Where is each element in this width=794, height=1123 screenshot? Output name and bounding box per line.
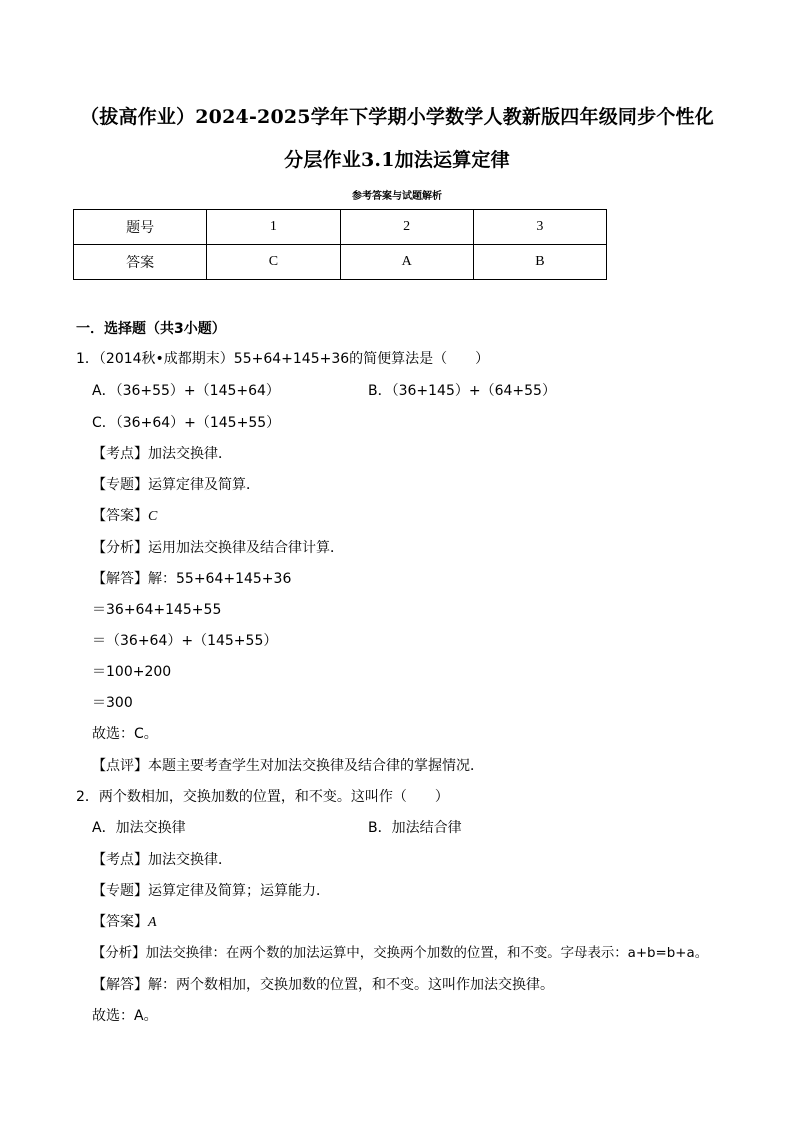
table-cell-answer: C — [207, 245, 340, 280]
q1-option-c: C．（36+64）+（145+55） — [92, 415, 281, 431]
q2-option-a: A．加法交换律 — [92, 820, 186, 836]
q2-fenxi-text: 加法交换律：在两个数的加法运算中，交换两个加数的位置，和不变。字母表示：a+b=b+a。 — [145, 946, 709, 961]
q1-option-a: A．（36+55）+（145+64） — [92, 383, 280, 399]
q2-guxuan: 故选：A。 — [92, 1008, 158, 1024]
q1-dianping-text: 本题主要考查学生对加法交换律及结合律的掌握情况． — [148, 758, 484, 774]
q1-jieda-tag: 【解答】 — [92, 571, 148, 587]
q1-fenxi-tag: 【分析】 — [92, 540, 148, 556]
q1-zhuanti — [92, 474, 260, 494]
q2-kaodian-tag: 【考点】 — [92, 852, 148, 868]
table-cell-number: 2 — [340, 210, 473, 245]
q2-zhuanti-text: 运算定律及简算；运算能力． — [148, 883, 330, 899]
q1-fenxi — [92, 537, 344, 557]
table-cell-number: 3 — [473, 210, 606, 245]
q1-fenxi-text: 运用加法交换律及结合律计算． — [148, 540, 344, 556]
table-row — [74, 210, 607, 245]
q1-kaodian — [92, 443, 232, 463]
q2-fenxi-tag: 【分析】 — [92, 946, 146, 961]
q1-daan-tag: 【答案】 — [92, 508, 148, 524]
q1-zhuanti-text: 运算定律及简算． — [148, 477, 260, 493]
q2-kaodian-text: 加法交换律． — [148, 852, 232, 868]
q1-zhuanti-tag: 【专题】 — [92, 477, 148, 493]
q2-daan-tag: 【答案】 — [92, 914, 148, 930]
q2-option-b: B．加法结合律 — [368, 820, 462, 836]
table-cell-answer: B — [473, 245, 606, 280]
q1-option-b: B．（36+145）+（64+55） — [368, 383, 556, 399]
q2-jieda-tag: 【解答】 — [92, 977, 148, 993]
table-cell-label: 题号 — [74, 210, 207, 245]
q2-daan-text: A — [148, 915, 157, 930]
document-title-line-1: （拔高作业）2024-2025学年下学期小学数学人教新版四年级同步个性化 — [80, 106, 714, 128]
table-row — [74, 245, 607, 280]
q1-daan — [92, 505, 157, 525]
q2-zhuanti — [92, 880, 330, 900]
q1-kaodian-text: 加法交换律． — [148, 446, 232, 462]
q1-jieda-text: 解：55+64+145+36 — [148, 571, 292, 587]
answer-table — [73, 209, 607, 280]
q1-step-1: ＝36+64+145+55 — [92, 602, 222, 618]
q2-kaodian — [92, 849, 232, 869]
q2-fenxi — [92, 942, 708, 961]
q2-zhuanti-tag: 【专题】 — [92, 883, 148, 899]
q1-step-2: ＝（36+64）+（145+55） — [92, 633, 278, 649]
table-cell-label: 答案 — [74, 245, 207, 280]
document-subtitle: 参考答案与试题解析 — [352, 191, 442, 202]
table-cell-answer: A — [340, 245, 473, 280]
q1-dianping — [92, 755, 484, 775]
q2-jieda — [92, 974, 554, 994]
q1-jieda — [92, 568, 291, 588]
section-heading: 一．选择题（共3小题） — [76, 321, 226, 337]
q1-step-4: ＝300 — [92, 695, 133, 711]
q1-guxuan: 故选：C。 — [92, 726, 158, 742]
q2-jieda-text: 解：两个数相加，交换加数的位置，和不变。这叫作加法交换律。 — [148, 977, 554, 993]
q1-dianping-tag: 【点评】 — [92, 758, 148, 774]
q2-daan — [92, 911, 157, 931]
table-cell-number: 1 — [207, 210, 340, 245]
q1-step-3: ＝100+200 — [92, 664, 172, 680]
q1-daan-text: C — [148, 509, 158, 524]
q1-stem: 1．（2014秋•成都期末）55+64+145+36的简便算法是（ ） — [76, 351, 490, 367]
q2-stem: 2．两个数相加，交换加数的位置，和不变。这叫作（ ） — [76, 789, 449, 805]
q1-kaodian-tag: 【考点】 — [92, 446, 148, 462]
document-title-line-2: 分层作业3.1加法运算定律 — [284, 149, 510, 171]
